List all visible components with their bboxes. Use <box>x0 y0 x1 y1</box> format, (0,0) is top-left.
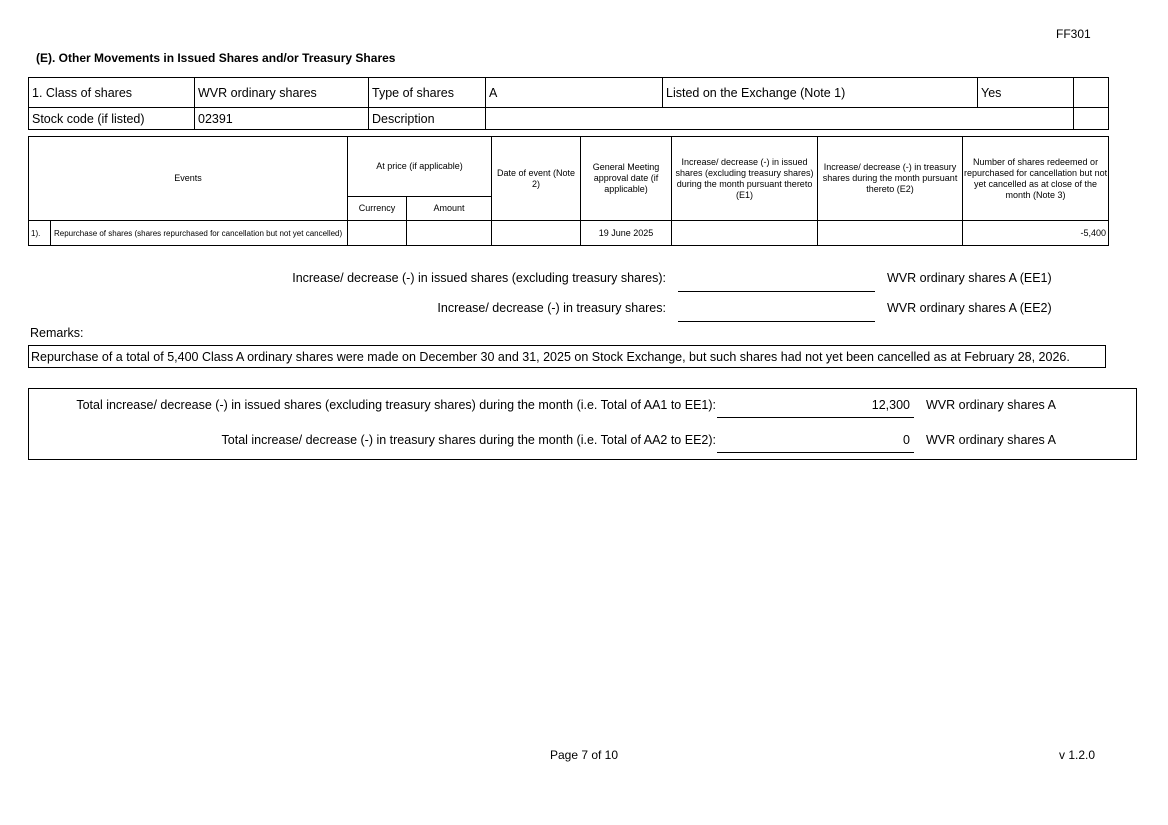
total-treasury-value: 0 <box>717 433 914 453</box>
row-gm-approval: 19 June 2025 <box>581 221 672 246</box>
total-treasury-label: Total increase/ decrease (-) in treasury shares during the month (i.e. Total of AA2 to EE2): <box>221 433 716 447</box>
header-increase-treasury: Increase/ decrease (-) in treasury shares during the month pursuant thereto (E2) <box>818 137 963 221</box>
type-label: Type of shares <box>369 78 486 108</box>
summary-treasury-unit: WVR ordinary shares A (EE2) <box>887 301 1052 315</box>
total-issued-label: Total increase/ decrease (-) in issued shares (excluding treasury shares) during the month (i.e. Total of AA1 to EE1): <box>76 398 716 412</box>
header-currency: Currency <box>348 197 407 221</box>
summary-treasury-label: Increase/ decrease (-) in treasury shares: <box>437 301 666 315</box>
row-currency <box>348 221 407 246</box>
row-amount <box>407 221 492 246</box>
row-increase-treasury <box>818 221 963 246</box>
row-date-of-event <box>492 221 581 246</box>
page-number: Page 7 of 10 <box>549 748 619 762</box>
table-row <box>29 221 1109 246</box>
summary-treasury-line <box>678 321 875 322</box>
summary-issued-unit: WVR ordinary shares A (EE1) <box>887 271 1052 285</box>
header-events: Events <box>29 137 348 221</box>
blank-cell <box>1074 108 1109 130</box>
description-value <box>486 108 1074 130</box>
row-redeemed: -5,400 <box>963 221 1109 246</box>
section-title: (E). Other Movements in Issued Shares and/or Treasury Shares <box>36 51 396 65</box>
summary-issued-line <box>678 291 875 292</box>
description-label: Description <box>369 108 486 130</box>
header-gm-approval: General Meeting approval date (if applicable) <box>581 137 672 221</box>
total-issued-value: 12,300 <box>717 398 914 418</box>
header-redeemed: Number of shares redeemed or repurchased for cancellation but not yet cancelled as at close of the month (Note 3) <box>963 137 1109 221</box>
listed-value: Yes <box>978 78 1074 108</box>
remarks-label: Remarks: <box>30 326 84 340</box>
stock-code-label: Stock code (if listed) <box>29 108 195 130</box>
version-label: v 1.2.0 <box>1059 748 1096 762</box>
events-table <box>28 136 1109 246</box>
row-event: Repurchase of shares (shares repurchased for cancellation but not yet cancelled) <box>51 221 348 246</box>
type-value: A <box>486 78 663 108</box>
class-label: 1. Class of shares <box>29 78 195 108</box>
row-increase-issued <box>672 221 818 246</box>
class-value: WVR ordinary shares <box>195 78 369 108</box>
listed-label: Listed on the Exchange (Note 1) <box>663 78 978 108</box>
header-at-price: At price (if applicable) <box>348 137 492 197</box>
remarks-text: Repurchase of a total of 5,400 Class A ordinary shares were made on December 30 and 31, 2025 on Stock Exchange, but such shares had not yet been cancelled as at February 28, 2026. <box>28 345 1106 368</box>
share-info-table <box>28 77 1109 130</box>
summary-issued-label: Increase/ decrease (-) in issued shares (excluding treasury shares): <box>292 271 666 285</box>
stock-code-value: 02391 <box>195 108 369 130</box>
row-index: 1). <box>29 221 51 246</box>
blank-cell <box>1074 78 1109 108</box>
total-treasury-unit: WVR ordinary shares A <box>926 433 1056 447</box>
header-date-of-event: Date of event (Note 2) <box>492 137 581 221</box>
header-amount: Amount <box>407 197 492 221</box>
total-issued-unit: WVR ordinary shares A <box>926 398 1056 412</box>
form-code: FF301 <box>1056 27 1091 41</box>
header-increase-issued: Increase/ decrease (-) in issued shares (excluding treasury shares) during the month pursuant thereto (E1) <box>672 137 818 221</box>
